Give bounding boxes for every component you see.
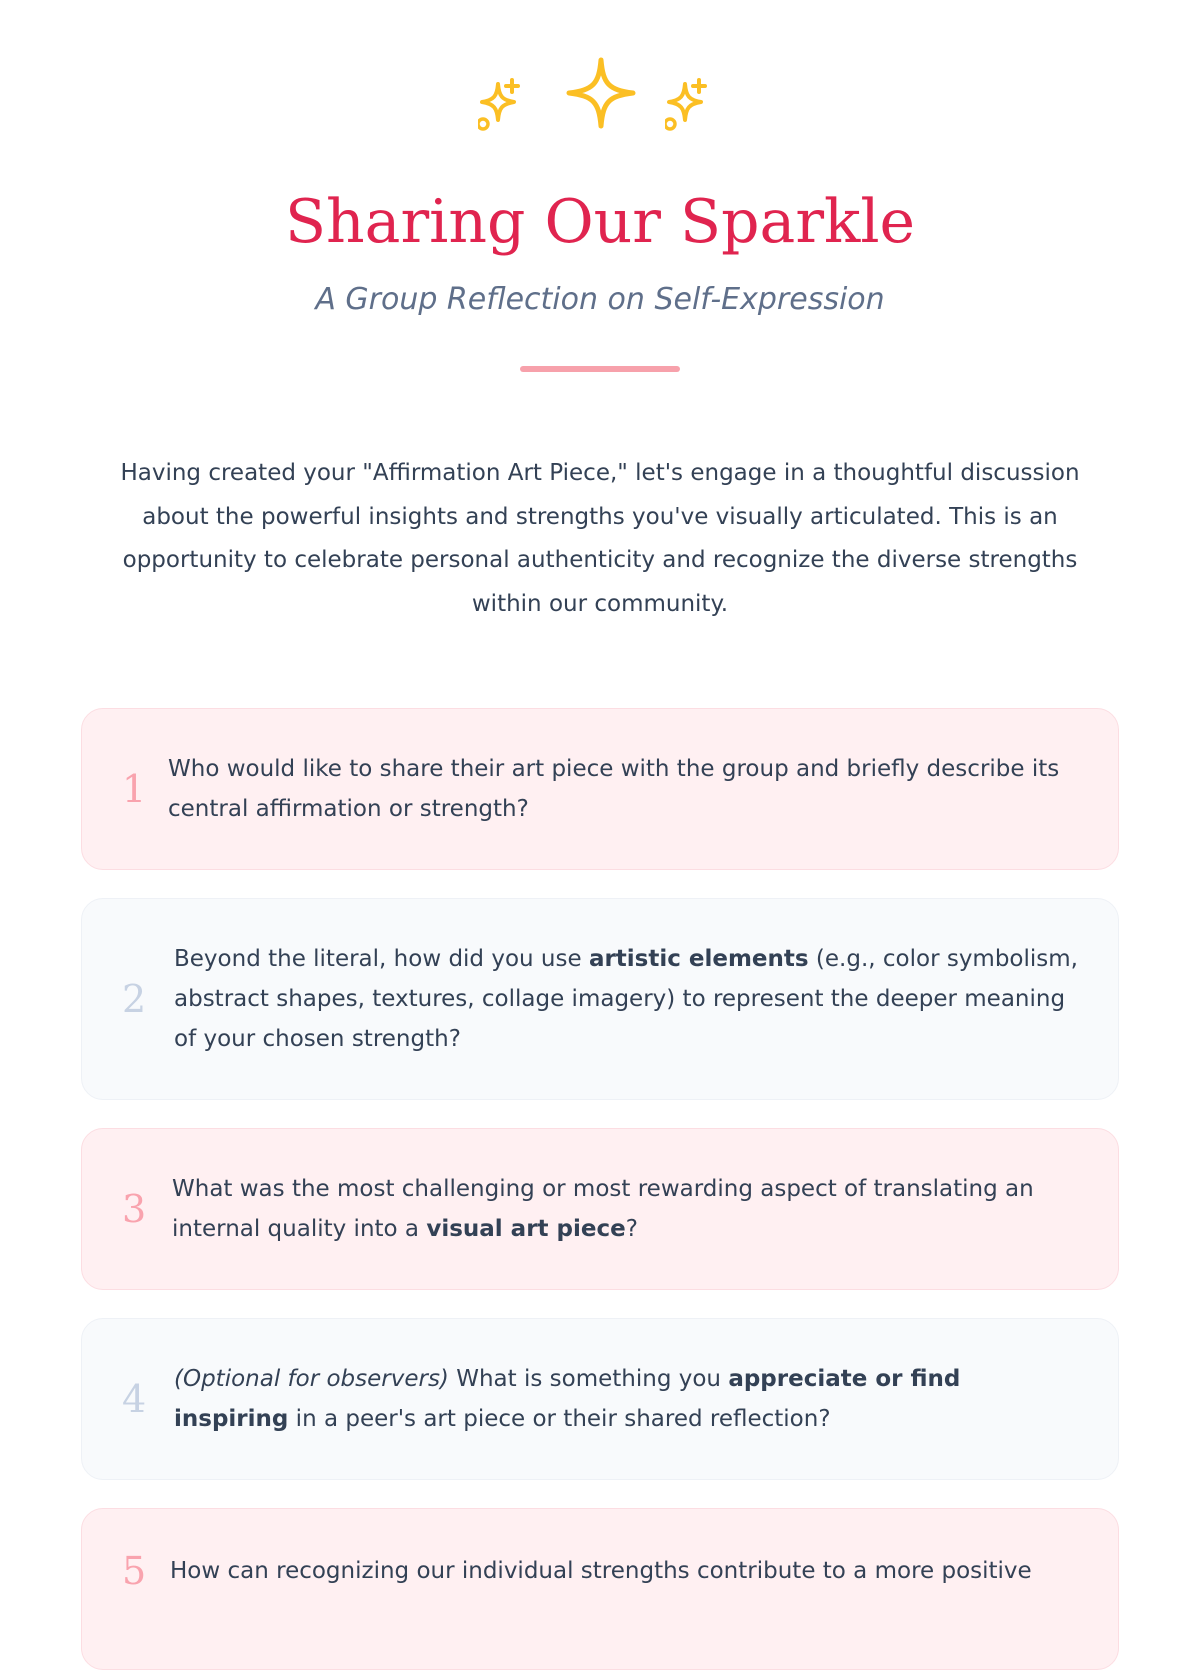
question-text xyxy=(170,1551,1080,1669)
question-number: 5 xyxy=(122,1549,147,1593)
sparkles-header xyxy=(0,50,1200,140)
question-emphasis: visual art piece xyxy=(426,1216,626,1242)
question-emphasis: artistic elements xyxy=(588,946,809,972)
question-emphasis: appreciate or find inspiring xyxy=(174,1366,961,1432)
question-text-part: in a peer's art piece or their shared reflection? xyxy=(288,1406,831,1432)
question-card-2 xyxy=(81,898,1119,1100)
question-card-5 xyxy=(81,1508,1119,1670)
page-subtitle: A Group Reflection on Self-Expression xyxy=(315,282,885,317)
sparkle-small-left-icon xyxy=(478,76,538,136)
question-text-part: What is something you xyxy=(448,1366,729,1392)
question-number: 2 xyxy=(122,977,147,1021)
question-text-part: ? xyxy=(625,1216,638,1242)
question-card-4 xyxy=(81,1318,1119,1480)
question-card-3 xyxy=(81,1128,1119,1290)
question-text-part: (e.g., color symbolism, abstract shapes, textures, collage imagery) to represent the deeper meaning of your chosen strength? xyxy=(174,946,1078,1052)
question-text-part: Beyond the literal, how did you use xyxy=(174,946,589,972)
title-divider xyxy=(520,366,680,372)
question-number: 3 xyxy=(122,1187,147,1231)
question-card-1 xyxy=(81,708,1119,870)
question-text xyxy=(172,1129,1080,1289)
question-number: 1 xyxy=(122,767,147,811)
question-number: 4 xyxy=(122,1377,147,1421)
question-text xyxy=(174,1319,1080,1479)
question-text xyxy=(168,709,1080,869)
intro-paragraph: Having created your "Affirmation Art Piece," let's engage in a thoughtful discussion about the powerful insights and strengths you've visually articulated. This is an opportunity to celebrate personal authenticity and recognize the diverse strengths within our community. xyxy=(120,460,1080,617)
question-text xyxy=(174,899,1080,1099)
question-optional-note: (Optional for observers) xyxy=(174,1366,449,1392)
question-text-part: Who would like to share their art piece with the group and briefly describe its central affirmation or strength? xyxy=(168,756,1060,822)
page-title: Sharing Our Sparkle xyxy=(284,187,916,257)
question-text-part: How can recognizing our individual strengths contribute to a more positive xyxy=(170,1558,1032,1584)
sparkle-large-center-icon xyxy=(563,56,639,132)
question-text-part: What was the most challenging or most rewarding aspect of translating an internal quality into a xyxy=(172,1176,1034,1242)
sparkle-small-right-icon xyxy=(665,76,725,136)
